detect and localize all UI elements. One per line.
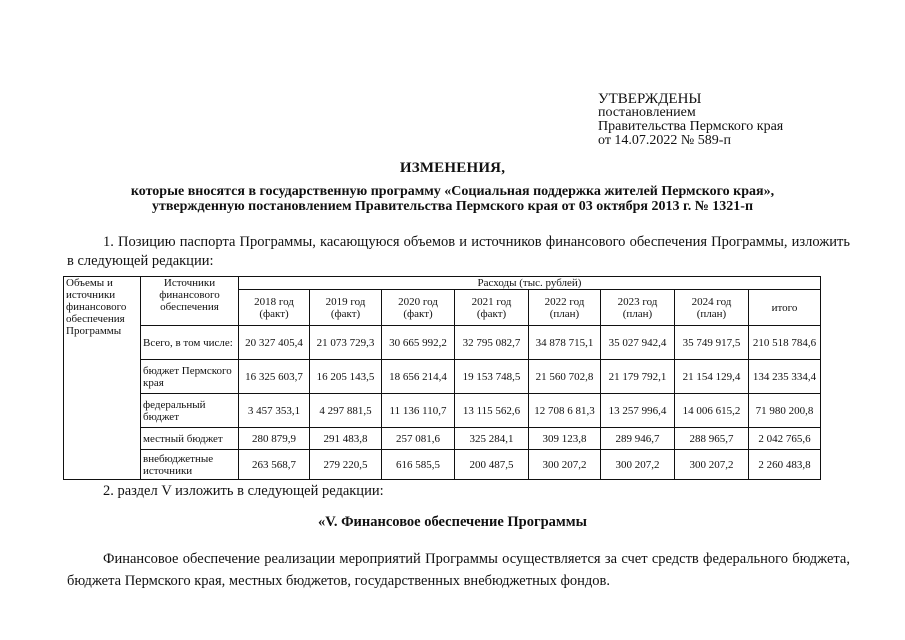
value-cell: 289 946,7 bbox=[601, 428, 675, 450]
value-cell: 21 073 729,3 bbox=[310, 326, 382, 360]
table-row bbox=[64, 360, 821, 394]
source-cell: Всего, в том числе: bbox=[141, 326, 239, 360]
approval-line: постановлением bbox=[598, 105, 696, 120]
table-row bbox=[64, 428, 821, 450]
sources-header: Источники финансового обеспечения bbox=[141, 277, 239, 326]
table-row bbox=[64, 394, 821, 428]
value-cell: 288 965,7 bbox=[675, 428, 749, 450]
value-cell: 16 325 603,7 bbox=[239, 360, 310, 394]
total-cell: 2 260 483,8 bbox=[749, 450, 821, 480]
subtitle-line: утвержденную постановлением Правительства Пермского края от 03 октября 2013 г. № 1321-п bbox=[151, 199, 754, 214]
document-title: ИЗМЕНЕНИЯ, bbox=[399, 160, 506, 176]
table-row bbox=[64, 326, 821, 360]
source-cell: местный бюджет bbox=[141, 428, 239, 450]
paragraph-2: 2. раздел V изложить в следующей редакции: bbox=[103, 483, 384, 499]
value-cell: 16 205 143,5 bbox=[310, 360, 382, 394]
value-cell: 21 179 792,1 bbox=[601, 360, 675, 394]
value-cell: 32 795 082,7 bbox=[455, 326, 529, 360]
year-header: 2019 год (факт) bbox=[310, 290, 382, 326]
value-cell: 309 123,8 bbox=[529, 428, 601, 450]
year-header: 2024 год (план) bbox=[675, 290, 749, 326]
subtitle-line: которые вносятся в государственную программу «Социальная поддержка жителей Пермского края», bbox=[130, 184, 775, 199]
value-cell: 12 708 6 81,3 bbox=[529, 394, 601, 428]
approval-block bbox=[598, 92, 783, 148]
source-cell: бюджет Пермского края bbox=[141, 360, 239, 394]
value-cell: 18 656 214,4 bbox=[382, 360, 455, 394]
paragraph-1: 1. Позицию паспорта Программы, касающуюся объемов и источников финансового обеспечения Программы, изложить в следующей редакции: bbox=[67, 234, 850, 269]
value-cell: 34 878 715,1 bbox=[529, 326, 601, 360]
value-cell: 11 136 110,7 bbox=[382, 394, 455, 428]
value-cell: 4 297 881,5 bbox=[310, 394, 382, 428]
value-cell: 21 560 702,8 bbox=[529, 360, 601, 394]
value-cell: 291 483,8 bbox=[310, 428, 382, 450]
value-cell: 13 257 996,4 bbox=[601, 394, 675, 428]
value-cell: 14 006 615,2 bbox=[675, 394, 749, 428]
year-header: 2020 год (факт) bbox=[382, 290, 455, 326]
value-cell: 35 749 917,5 bbox=[675, 326, 749, 360]
value-cell: 325 284,1 bbox=[455, 428, 529, 450]
value-cell: 300 207,2 bbox=[675, 450, 749, 480]
value-cell: 35 027 942,4 bbox=[601, 326, 675, 360]
value-cell: 13 115 562,6 bbox=[455, 394, 529, 428]
section-title: «V. Финансовое обеспечение Программы bbox=[318, 514, 587, 530]
source-cell: внебюджетные источники bbox=[141, 450, 239, 480]
value-cell: 263 568,7 bbox=[239, 450, 310, 480]
expenses-header: Расходы (тыс. рублей) bbox=[239, 277, 821, 290]
total-header: итого bbox=[749, 290, 821, 326]
year-header: 2018 год (факт) bbox=[239, 290, 310, 326]
table-row bbox=[64, 450, 821, 480]
year-header: 2021 год (факт) bbox=[455, 290, 529, 326]
total-cell: 134 235 334,4 bbox=[749, 360, 821, 394]
value-cell: 279 220,5 bbox=[310, 450, 382, 480]
paragraph-3: Финансовое обеспечение реализации мероприятий Программы осуществляется за счет средств федерального бюджета, бюджета Пермского края, местных бюджетов, государственных внебюджетных фондов. bbox=[67, 551, 850, 589]
total-cell: 210 518 784,6 bbox=[749, 326, 821, 360]
value-cell: 257 081,6 bbox=[382, 428, 455, 450]
value-cell: 300 207,2 bbox=[601, 450, 675, 480]
value-cell: 21 154 129,4 bbox=[675, 360, 749, 394]
value-cell: 20 327 405,4 bbox=[239, 326, 310, 360]
total-cell: 71 980 200,8 bbox=[749, 394, 821, 428]
value-cell: 30 665 992,2 bbox=[382, 326, 455, 360]
approval-line: Правительства Пермского края bbox=[598, 119, 784, 134]
approval-date: от 14.07.2022 № 589-п bbox=[598, 133, 731, 148]
value-cell: 280 879,9 bbox=[239, 428, 310, 450]
value-cell: 19 153 748,5 bbox=[455, 360, 529, 394]
year-header: 2022 год (план) bbox=[529, 290, 601, 326]
year-header: 2023 год (план) bbox=[601, 290, 675, 326]
document-subtitle bbox=[0, 184, 905, 214]
value-cell: 300 207,2 bbox=[529, 450, 601, 480]
approval-heading: УТВЕРЖДЕНЫ bbox=[598, 91, 702, 107]
value-cell: 616 585,5 bbox=[382, 450, 455, 480]
total-cell: 2 042 765,6 bbox=[749, 428, 821, 450]
source-cell: федеральный бюджет bbox=[141, 394, 239, 428]
value-cell: 200 487,5 bbox=[455, 450, 529, 480]
financing-table bbox=[63, 276, 821, 480]
volumes-label-cell: Объемы и источники финансового обеспечения Программы bbox=[64, 277, 141, 480]
value-cell: 3 457 353,1 bbox=[239, 394, 310, 428]
